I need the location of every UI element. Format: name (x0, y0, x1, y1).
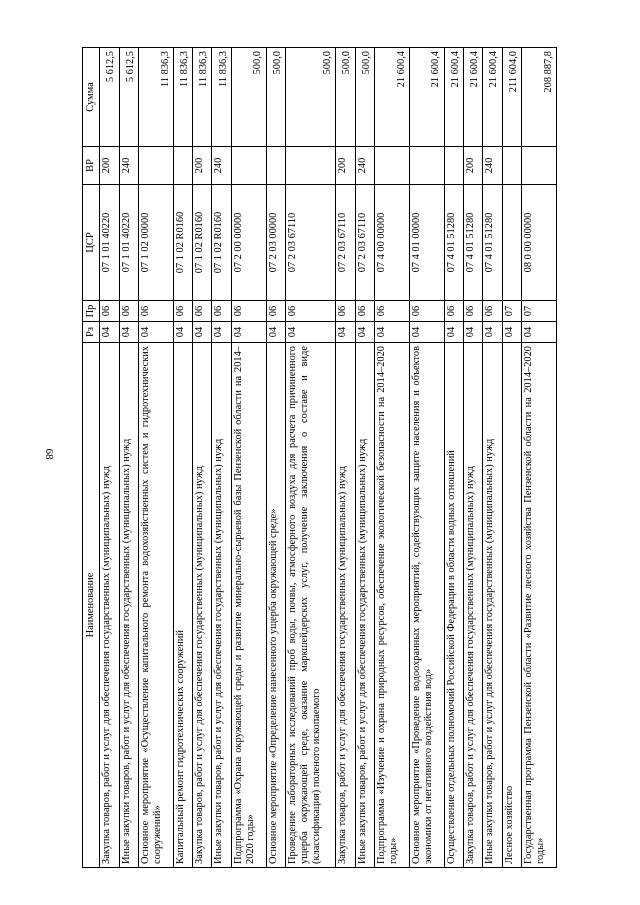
cell-sum: 11 836,3 (212, 48, 231, 147)
cell-pr: 06 (355, 301, 374, 322)
table-row (522, 48, 557, 868)
cell-vr: 200 (464, 147, 483, 185)
cell-vr (266, 147, 285, 185)
cell-vr (409, 147, 444, 185)
cell-name: Государственная программа Пензенской области «Развитие лесного хозяйства Пензенской области на 2014–2020 годы» (522, 343, 557, 868)
cell-name: Основное мероприятие «Проведение водоохранных мероприятий, содействующих защите населения и объектов экономики от негативного воздействия вод» (409, 343, 444, 868)
cell-rz: 04 (483, 322, 502, 343)
cell-name: Капитальный ремонт гидротехнических сооружений (173, 343, 192, 868)
cell-pr: 06 (231, 301, 266, 322)
header-name: Наименование (83, 343, 100, 868)
cell-csr: 07 2 00 00000 (231, 185, 266, 301)
cell-name: Иные закупки товаров, работ и услуг для обеспечения государственных (муниципальных) нужд (483, 343, 502, 868)
table-body (100, 48, 557, 868)
cell-pr: 06 (444, 301, 463, 322)
cell-vr (173, 147, 192, 185)
cell-name: Основное мероприятие «Определение нанесенного ущерба окружающей среде» (266, 343, 285, 868)
table-row (212, 48, 231, 868)
cell-csr: 07 1 01 40220 (119, 185, 138, 301)
table-row (119, 48, 138, 868)
cell-csr: 07 1 02 R0160 (212, 185, 231, 301)
table-row (285, 48, 335, 868)
cell-vr (502, 147, 521, 185)
budget-table (82, 47, 557, 868)
cell-name: Проведение лабораторных исследований проб воды, почвы, атмосферного воздуха для расчета причиненного ущерба окружающей среде, оказание маркшейдерских услуг, получение заключения о составе и виде (классификация) поленого ископаемого (285, 343, 335, 868)
header-pr: Пр (83, 301, 100, 322)
cell-sum: 11 836,3 (193, 48, 212, 147)
cell-name: Иные закупки товаров, работ и услуг для обеспечения государственных (муниципальных) нужд (119, 343, 138, 868)
cell-pr: 07 (522, 301, 557, 322)
cell-rz: 04 (522, 322, 557, 343)
header-sum: Сумма (83, 48, 100, 147)
cell-csr: 07 1 01 40220 (100, 185, 119, 301)
cell-vr (138, 147, 173, 185)
cell-csr: 07 2 03 67110 (285, 185, 335, 301)
cell-rz: 04 (409, 322, 444, 343)
table-row (336, 48, 355, 868)
cell-vr: 200 (336, 147, 355, 185)
cell-vr: 240 (119, 147, 138, 185)
table-row (100, 48, 119, 868)
cell-pr: 06 (409, 301, 444, 322)
cell-pr: 07 (502, 301, 521, 322)
cell-vr (522, 147, 557, 185)
cell-rz: 04 (375, 322, 410, 343)
cell-rz: 04 (231, 322, 266, 343)
cell-rz: 04 (100, 322, 119, 343)
cell-name: Основное мероприятие «Осуществление капитального ремонта водохозяйственных систем и гидротехнических сооружений» (138, 343, 173, 868)
cell-vr: 240 (212, 147, 231, 185)
header-vr: ВР (83, 147, 100, 185)
cell-pr: 06 (266, 301, 285, 322)
cell-csr: 07 4 01 51280 (464, 185, 483, 301)
header-rz: Рз (83, 322, 100, 343)
cell-pr: 06 (100, 301, 119, 322)
table-row (138, 48, 173, 868)
cell-pr: 06 (193, 301, 212, 322)
rotated-table-wrapper (82, 48, 557, 868)
cell-sum: 21 600,4 (464, 48, 483, 147)
cell-rz: 04 (212, 322, 231, 343)
cell-sum: 500,0 (336, 48, 355, 147)
table-row (409, 48, 444, 868)
cell-csr: 07 4 00 00000 (375, 185, 410, 301)
cell-vr (375, 147, 410, 185)
cell-rz: 04 (193, 322, 212, 343)
cell-csr (502, 185, 521, 301)
cell-pr: 06 (464, 301, 483, 322)
cell-rz: 04 (444, 322, 463, 343)
cell-sum: 208 887,8 (522, 48, 557, 147)
table-row (173, 48, 192, 868)
cell-sum: 211 604,0 (502, 48, 521, 147)
cell-vr: 200 (193, 147, 212, 185)
cell-pr: 06 (173, 301, 192, 322)
cell-vr: 200 (100, 147, 119, 185)
cell-rz: 04 (119, 322, 138, 343)
cell-pr: 06 (119, 301, 138, 322)
cell-sum: 21 600,4 (483, 48, 502, 147)
cell-name: Закупка товаров, работ и услуг для обеспечения государственных (муниципальных) нужд (464, 343, 483, 868)
page-number: 68 (43, 448, 55, 460)
cell-sum: 21 600,4 (375, 48, 410, 147)
cell-rz: 04 (173, 322, 192, 343)
cell-vr (231, 147, 266, 185)
cell-sum: 5 612,5 (100, 48, 119, 147)
cell-rz: 04 (285, 322, 335, 343)
cell-csr: 07 4 01 51280 (444, 185, 463, 301)
cell-name: Подпрограмма «Изучение и охрана природных ресурсов, обеспечение экологической безопасности на 2014–2020 годы» (375, 343, 410, 868)
cell-vr: 240 (355, 147, 374, 185)
cell-pr: 06 (285, 301, 335, 322)
cell-csr: 07 2 03 67110 (336, 185, 355, 301)
cell-sum: 11 836,3 (138, 48, 173, 147)
table-row (231, 48, 266, 868)
cell-vr (444, 147, 463, 185)
cell-pr: 06 (336, 301, 355, 322)
table-header-row (83, 48, 100, 868)
cell-csr: 07 1 02 00000 (138, 185, 173, 301)
cell-name: Закупка товаров, работ и услуг для обеспечения государственных (муниципальных) нужд (193, 343, 212, 868)
cell-rz: 04 (502, 322, 521, 343)
cell-csr: 07 1 02 R0160 (193, 185, 212, 301)
cell-csr: 07 4 01 51280 (483, 185, 502, 301)
cell-csr: 08 0 00 00000 (522, 185, 557, 301)
table-row (444, 48, 463, 868)
table-row (375, 48, 410, 868)
cell-rz: 04 (336, 322, 355, 343)
table-row (193, 48, 212, 868)
cell-sum: 11 836,3 (173, 48, 192, 147)
cell-sum: 500,0 (231, 48, 266, 147)
cell-sum: 21 600,4 (409, 48, 444, 147)
cell-name: Иные закупки товаров, работ и услуг для обеспечения государственных (муниципальных) нужд (355, 343, 374, 868)
cell-sum: 5 612,5 (119, 48, 138, 147)
cell-rz: 04 (138, 322, 173, 343)
table-row (483, 48, 502, 868)
cell-csr: 07 4 01 00000 (409, 185, 444, 301)
cell-name: Лесное хозяйство (502, 343, 521, 868)
cell-sum: 500,0 (285, 48, 335, 147)
cell-name: Закупка товаров, работ и услуг для обеспечения государственных (муниципальных) нужд (336, 343, 355, 868)
cell-vr (285, 147, 335, 185)
cell-csr: 07 1 02 R0160 (173, 185, 192, 301)
table-row (464, 48, 483, 868)
cell-rz: 04 (266, 322, 285, 343)
header-csr: ЦСР (83, 185, 100, 301)
table-row (355, 48, 374, 868)
cell-csr: 07 2 03 67110 (355, 185, 374, 301)
cell-name: Закупка товаров, работ и услуг для обеспечения государственных (муниципальных) нужд (100, 343, 119, 868)
table-row (266, 48, 285, 868)
cell-sum: 500,0 (266, 48, 285, 147)
cell-pr: 06 (138, 301, 173, 322)
cell-name: Подпрограмма «Охрана окружающей среды и развитие минерально-сырьевой базы Пензенской области на 2014–2020 годы» (231, 343, 266, 868)
cell-vr: 240 (483, 147, 502, 185)
cell-pr: 06 (212, 301, 231, 322)
cell-pr: 06 (483, 301, 502, 322)
cell-name: Иные закупки товаров, работ и услуг для обеспечения государственных (муниципальных) нужд (212, 343, 231, 868)
table-row (502, 48, 521, 868)
cell-sum: 500,0 (355, 48, 374, 147)
cell-sum: 21 600,4 (444, 48, 463, 147)
cell-rz: 04 (464, 322, 483, 343)
cell-csr: 07 2 03 00000 (266, 185, 285, 301)
cell-pr: 06 (375, 301, 410, 322)
cell-name: Осуществление отдельных полномочий Российской Федерации в области водных отношений (444, 343, 463, 868)
cell-rz: 04 (355, 322, 374, 343)
